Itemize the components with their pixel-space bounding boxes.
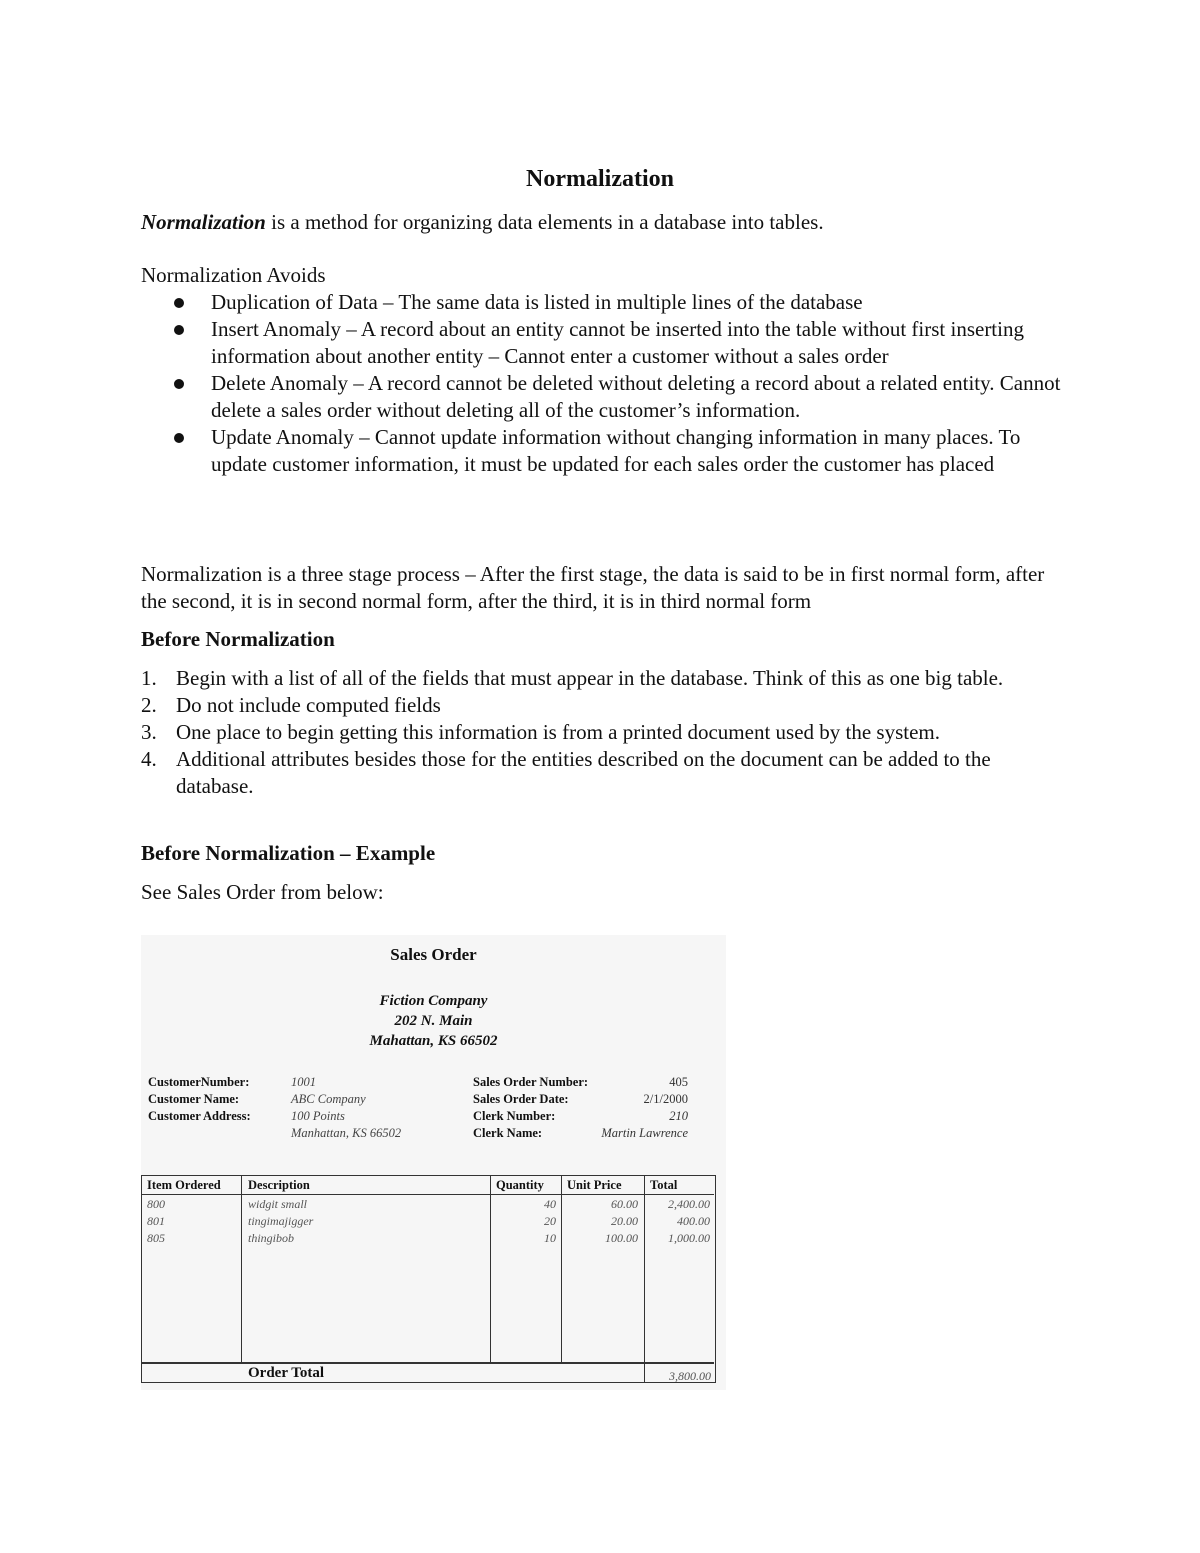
customer-address-line1: 100 Points — [291, 1109, 345, 1123]
intro-term: Normalization — [141, 210, 266, 234]
column-divider — [561, 1176, 562, 1362]
avoids-title: Normalization Avoids — [141, 263, 326, 287]
customer-address-line2: Manhattan, KS 66502 — [291, 1126, 402, 1140]
steps-list — [141, 665, 1061, 800]
list-item: 2. Do not include computed fields — [141, 693, 441, 717]
clerk-name: Martin Lawrence — [601, 1126, 688, 1140]
bullet-icon — [174, 433, 184, 443]
intro-paragraph — [141, 209, 1061, 236]
page-title: Normalization — [526, 166, 674, 192]
header-divider — [142, 1194, 714, 1195]
clerk-number-label: Clerk Number: — [473, 1109, 556, 1123]
see-text: See Sales Order from below: — [141, 880, 384, 904]
bullet-icon — [174, 298, 184, 308]
company-city: Mahattan, KS 66502 — [369, 1033, 498, 1049]
order-total-value: 3,800.00 — [669, 1369, 711, 1383]
column-divider — [490, 1176, 491, 1362]
column-divider — [644, 1176, 645, 1382]
column-header: Total — [650, 1178, 678, 1192]
order-number: 405 — [669, 1075, 688, 1089]
example-heading: Before Normalization – Example — [141, 841, 436, 865]
bullet-icon — [174, 325, 184, 335]
process-paragraph: Normalization is a three stage process – After the first stage, the data is said to be in first normal form, after the second, it is in second normal form, after the third, it is in third normal form — [141, 562, 1045, 613]
customer-number-label: CustomerNumber: — [148, 1075, 250, 1089]
column-header: Description — [248, 1178, 310, 1192]
column-header: Item Ordered — [147, 1178, 221, 1192]
avoids-list — [141, 289, 1061, 478]
order-total-label: Order Total — [248, 1365, 324, 1381]
customer-name: ABC Company — [291, 1092, 366, 1106]
clerk-number: 210 — [669, 1109, 688, 1123]
bullet-icon — [174, 379, 184, 389]
list-item: Update Anomaly – Cannot update information without changing information in many places. To update customer information, it must be updated for each sales order the customer has placed — [141, 424, 1061, 478]
intro-text: is a method for organizing data elements in a database into tables. — [265, 210, 824, 234]
list-item: 1. Begin with a list of all of the fields that must appear in the database. Think of this as one big table. — [141, 666, 1004, 690]
clerk-name-label: Clerk Name: — [473, 1126, 543, 1140]
list-item: Delete Anomaly – A record cannot be deleted without deleting a record about a related entity. Cannot delete a sales order without deleting all of the customer’s information. — [141, 370, 1061, 424]
list-item: 3. One place to begin getting this information is from a printed document used by the system. — [141, 720, 941, 744]
customer-address-label: Customer Address: — [148, 1109, 251, 1123]
total-divider — [142, 1362, 714, 1364]
company-street: 202 N. Main — [394, 1013, 473, 1029]
list-item: 4. Additional attributes besides those for the entities described on the document can be added to the database. — [141, 747, 991, 798]
sales-order-title: Sales Order — [390, 945, 477, 964]
column-divider — [241, 1176, 242, 1362]
before-normalization-heading: Before Normalization — [141, 627, 335, 651]
column-header: Unit Price — [567, 1178, 622, 1192]
company-block — [141, 991, 726, 1051]
list-item: Insert Anomaly – A record about an entity cannot be inserted into the table without first inserting information about another entity – Cannot enter a customer without a sales order — [141, 316, 1061, 370]
order-items-table: Item Ordered Description Quantity Unit Price Total 800 widgit small 40 60.00 2,400.00 801 tingimajigger 20 20.00 400.00 805 thingibob 10 100.00 1,000.00 Order Total 3,800.00 — [141, 1175, 716, 1383]
order-number-label: Sales Order Number: — [473, 1075, 589, 1089]
customer-number: 1001 — [291, 1075, 316, 1089]
order-date: 2/1/2000 — [643, 1092, 688, 1106]
company-name: Fiction Company — [379, 993, 488, 1009]
order-date-label: Sales Order Date: — [473, 1092, 569, 1106]
customer-name-label: Customer Name: — [148, 1092, 240, 1106]
sales-order-image — [141, 935, 726, 1390]
list-item: Duplication of Data – The same data is listed in multiple lines of the database — [141, 289, 1061, 316]
column-header: Quantity — [496, 1178, 544, 1192]
